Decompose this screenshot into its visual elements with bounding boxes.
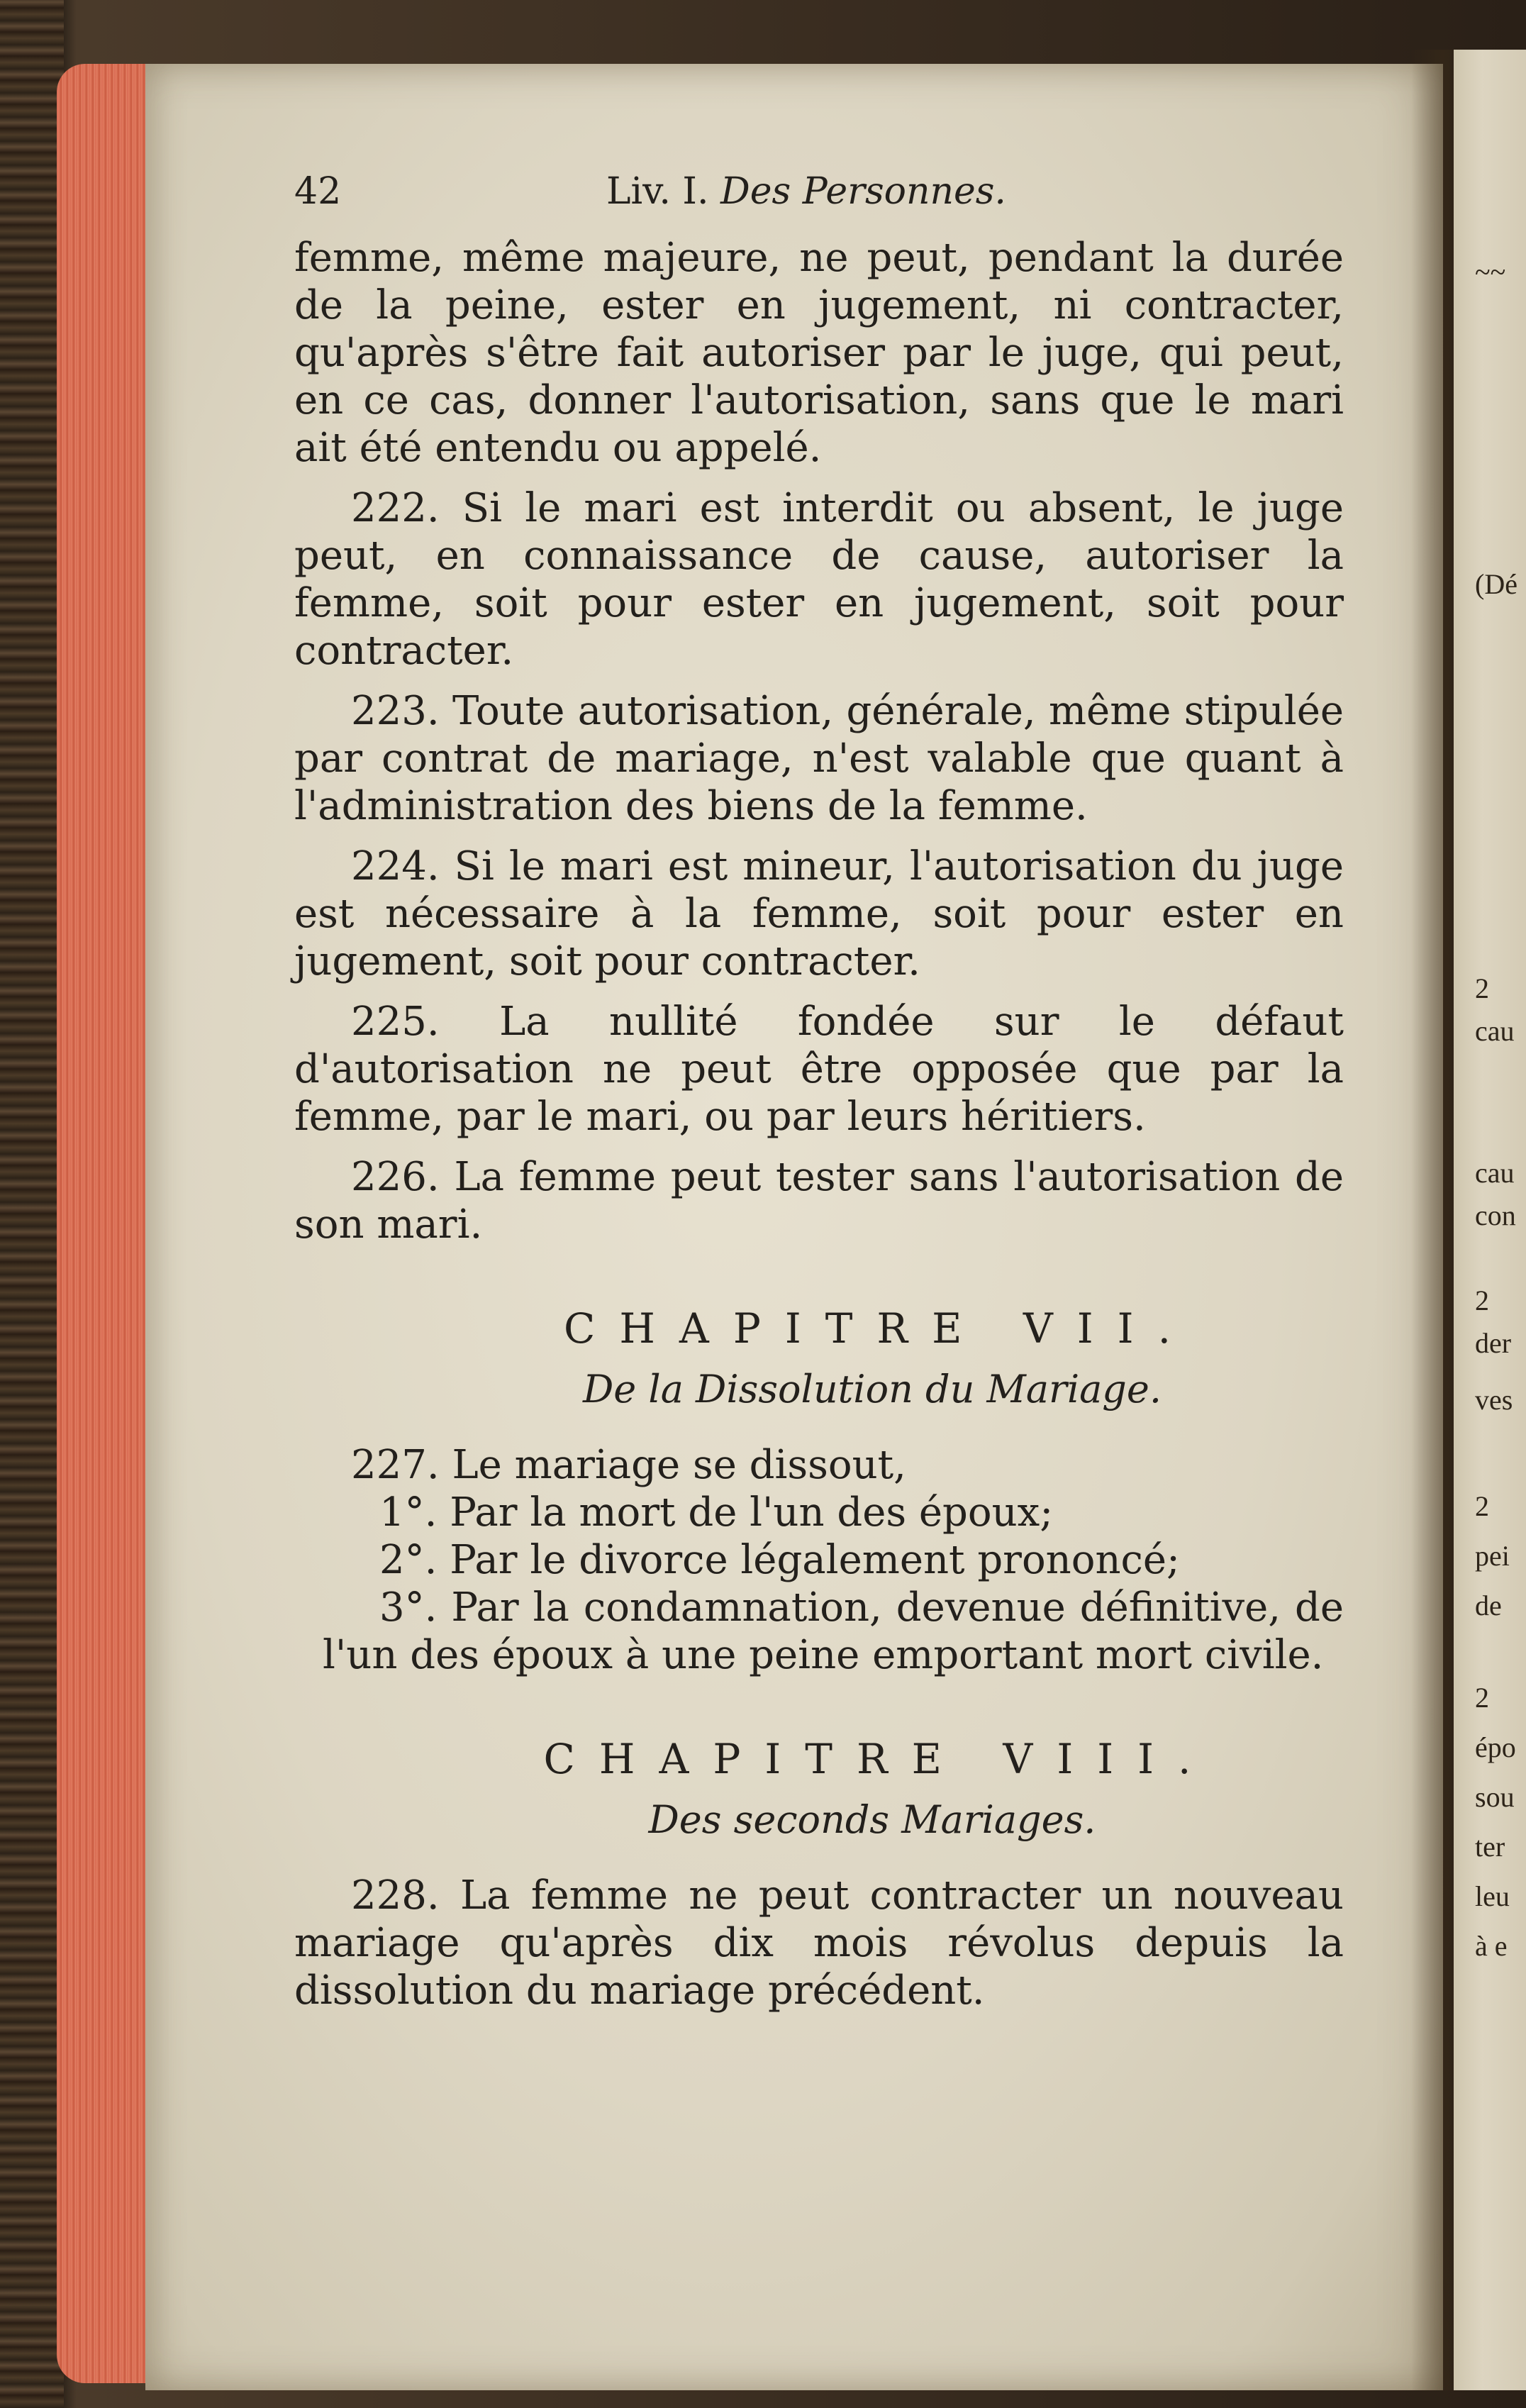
- article-226: 226. La femme peut tester sans l'autorisation de son mari.: [294, 1154, 1344, 1248]
- facing-fragment: ves: [1475, 1384, 1513, 1416]
- facing-fragment: (Dé: [1475, 568, 1517, 600]
- facing-fragment: ~~: [1475, 256, 1506, 288]
- list-item: 2°. Par le divorce légalement prononcé;: [379, 1537, 1180, 1583]
- facing-fragment: cau: [1475, 1157, 1515, 1189]
- facing-fragment: sou: [1475, 1781, 1515, 1813]
- running-head-title: Des Personnes.: [720, 170, 1006, 213]
- article-227-items: [294, 1489, 1344, 1679]
- paragraph-continuation: femme, même majeure, ne peut, pendant la durée de la peine, ester en jugement, ni contracter, qu'après s'être fait autoriser par le juge, qui peut, en ce cas, donner l'autorisation, sans que le mari ait été entendu ou appelé.: [294, 235, 1344, 471]
- facing-fragment: leu: [1475, 1880, 1510, 1912]
- list-item: 1°. Par la mort de l'un des époux;: [379, 1489, 1054, 1536]
- facing-fragment: de: [1475, 1589, 1502, 1621]
- article-222: 222. Si le mari est interdit ou absent, le juge peut, en connaissance de cause, autoriser la femme, soit pour ester en jugement, soit pour contracter.: [294, 485, 1344, 674]
- page-header: [294, 170, 1372, 220]
- facing-page-edge: [1454, 50, 1526, 2390]
- facing-fragment: cau: [1475, 1015, 1515, 1047]
- article-228: 228. La femme ne peut contracter un nouveau mariage qu'après dix mois révolus depuis la dissolution du mariage précédent.: [294, 1872, 1344, 2014]
- facing-fragment: à e: [1475, 1930, 1508, 1962]
- article-224: 224. Si le mari est mineur, l'autorisation du juge est nécessaire à la femme, soit pour ester en jugement, soit pour contracter.: [294, 843, 1344, 984]
- chapter-heading-8: CHAPITRE VIII.: [543, 1735, 1215, 1783]
- facing-fragment: 2: [1475, 1682, 1489, 1714]
- facing-fragment: pei: [1475, 1540, 1510, 1572]
- page-number: 42: [294, 170, 342, 213]
- chapter-subtitle-8: Des seconds Mariages.: [648, 1797, 1096, 1842]
- chapter-subtitle-7: De la Dissolution du Mariage.: [583, 1367, 1162, 1411]
- page-body: [294, 234, 1344, 2014]
- facing-fragment: épo: [1475, 1731, 1516, 1763]
- running-head: [606, 170, 1006, 213]
- facing-fragment: 2: [1475, 1285, 1489, 1316]
- facing-fragment: con: [1475, 1199, 1516, 1231]
- facing-fragment: 2: [1475, 972, 1489, 1004]
- article-225: 225. La nullité fondée sur le défaut d'autorisation ne peut être opposée que par la femme, par le mari, ou par leurs héritiers.: [294, 999, 1344, 1140]
- facing-fragment: der: [1475, 1327, 1512, 1359]
- running-head-prefix: Liv. I.: [606, 170, 709, 213]
- facing-fragment: 2: [1475, 1490, 1489, 1522]
- chapter-heading-7: CHAPITRE VII.: [563, 1304, 1196, 1353]
- facing-fragment: ter: [1475, 1831, 1505, 1863]
- article-227: 227. Le mariage se dissout,: [351, 1442, 906, 1488]
- article-223: 223. Toute autorisation, générale, même stipulée par contrat de mariage, n'est valable que quant à l'administration des biens de la femme.: [294, 688, 1344, 829]
- book-binding: [0, 0, 64, 2408]
- list-item: 3°. Par la condamnation, devenue définitive, de l'un des époux à une peine emportant mort civile.: [323, 1585, 1344, 1678]
